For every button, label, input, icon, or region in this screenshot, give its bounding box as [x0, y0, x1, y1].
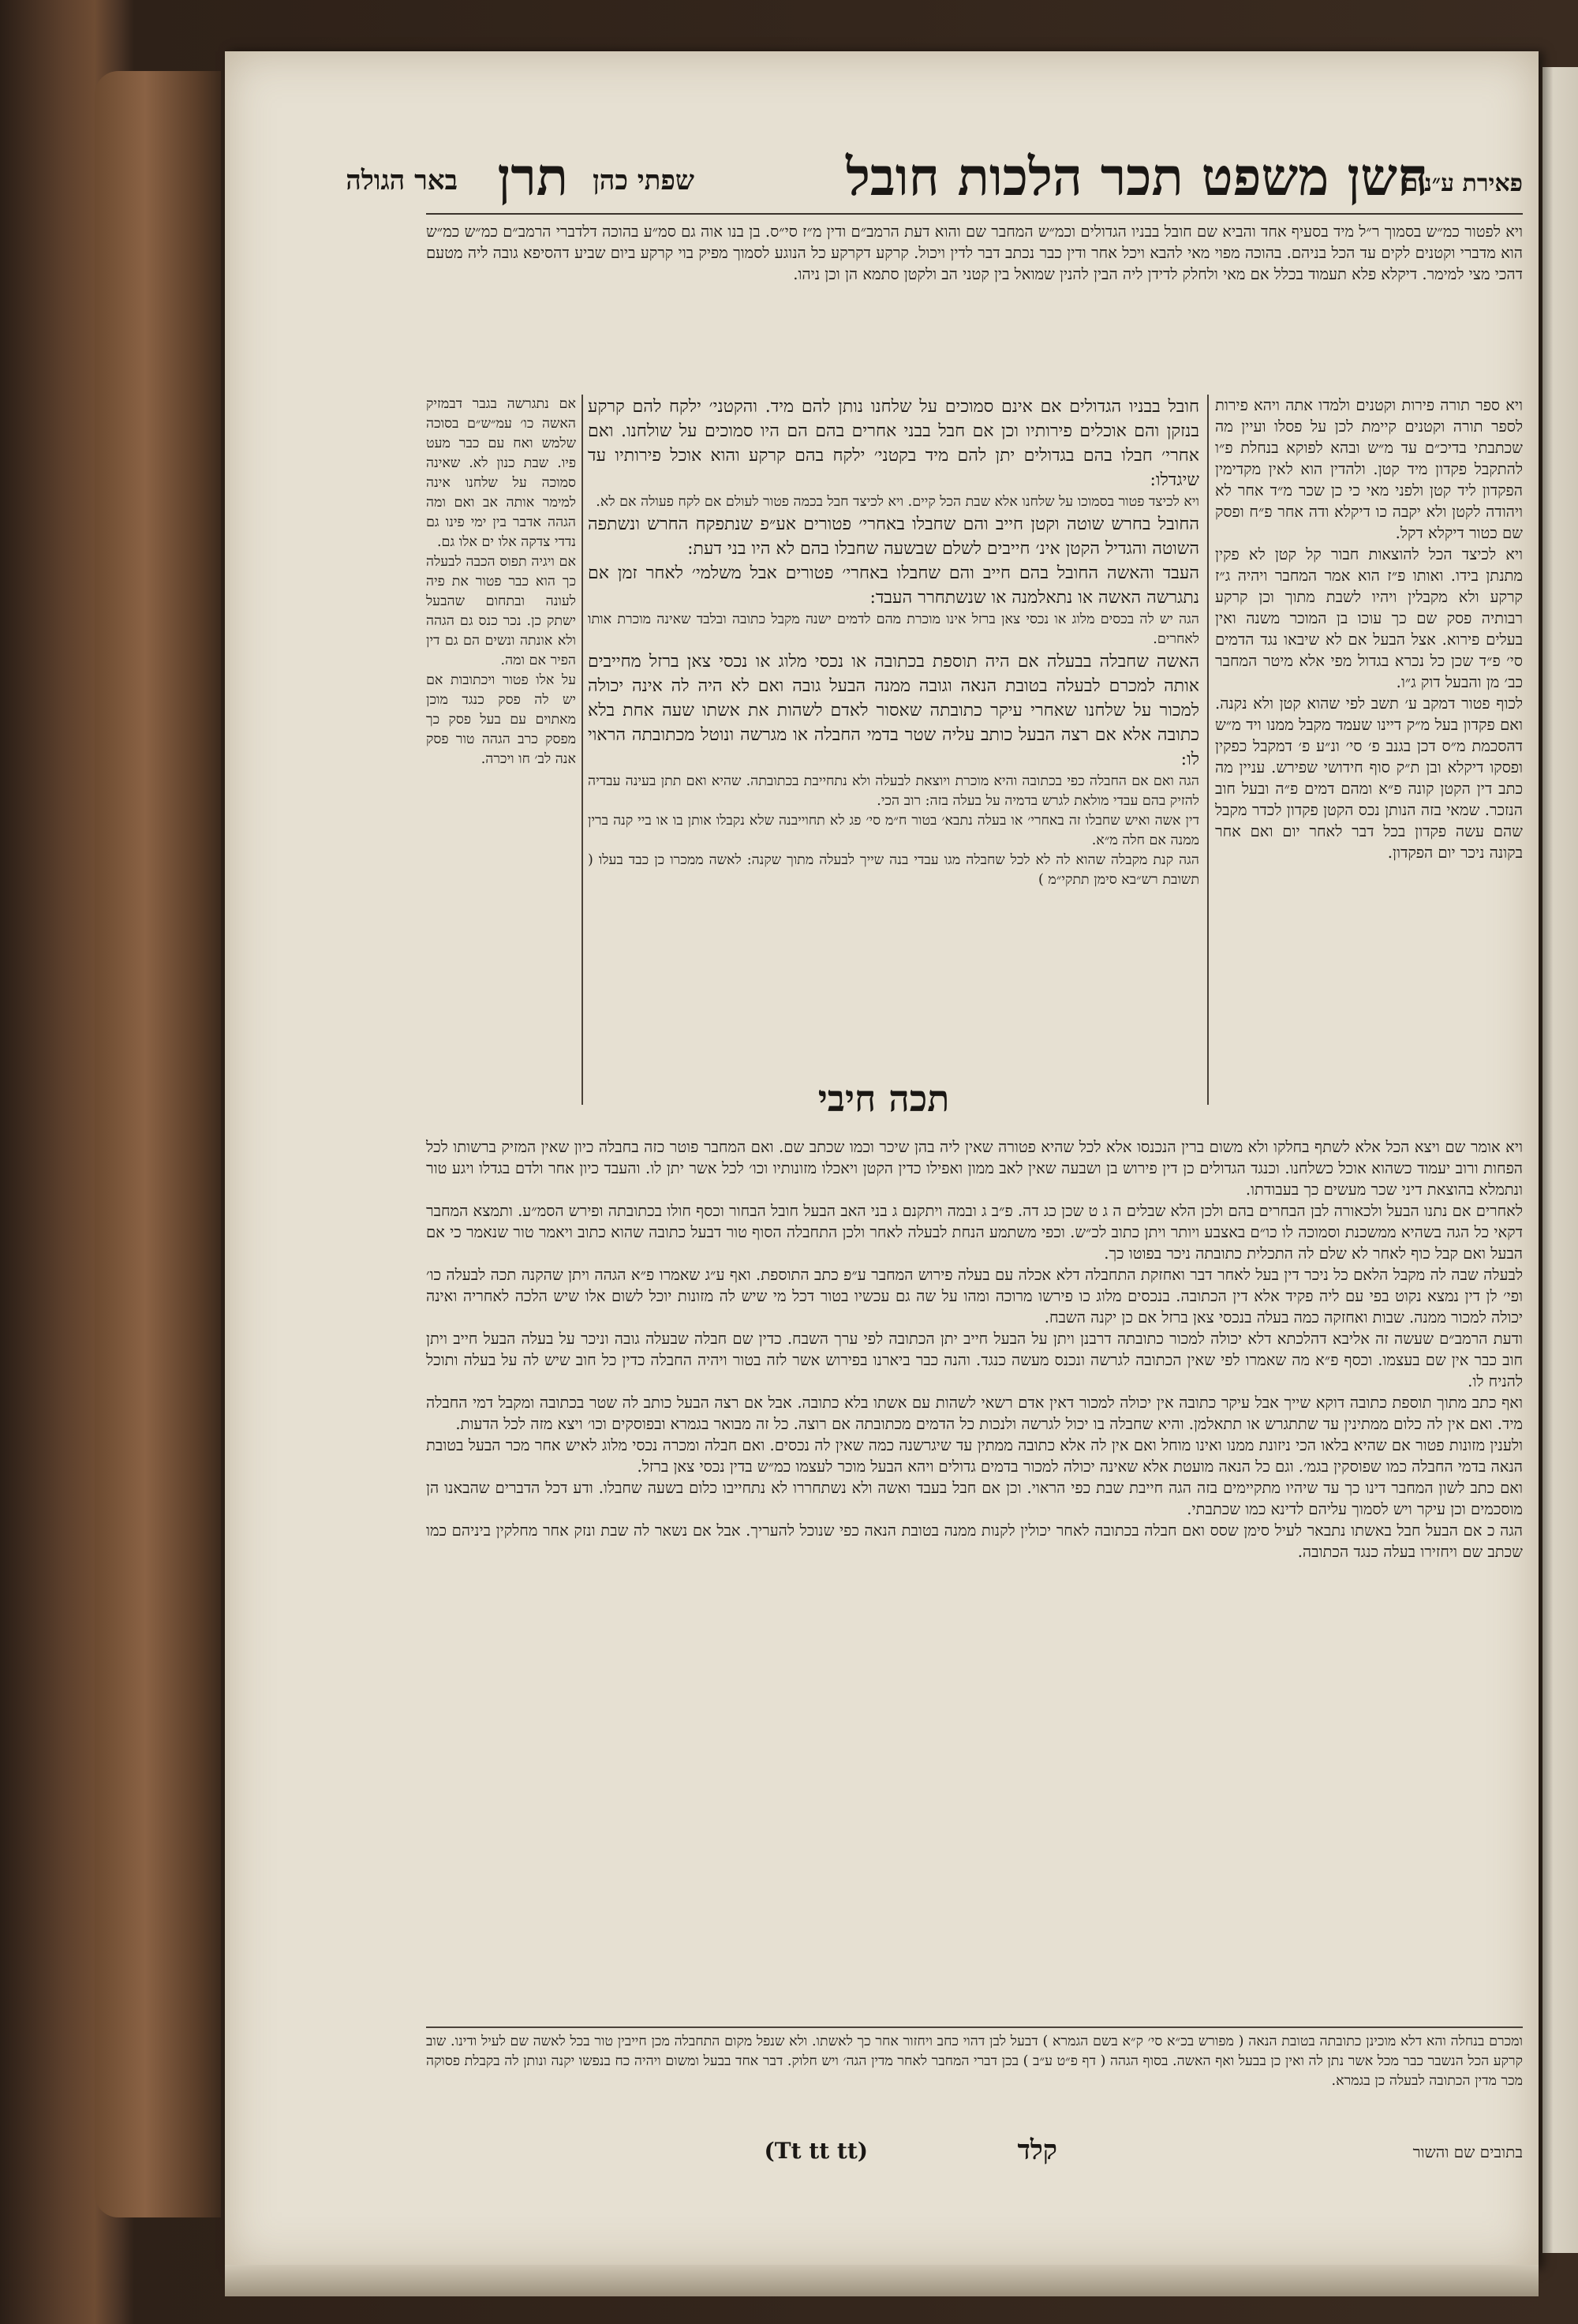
left-paragraph: על אלו פטור ויכתובות אם יש לה פסק כנגד מוכן מאתוים עם בעל פסק כך מפסק כרב הגהה טור פסק אנה לב׳ חו ויכרה. [426, 672, 576, 767]
top-commentary-text: ויא לפטור כמ״ש בסמוך ר״ל מיד בסעיף אחד והביא שם חובל בבניו הגדולים וכמ״ש המחבר שם והוא דעת הרמב״ם ודין מ״ז סי״ס. בן בנו אוה גם סמ״ע בהוכה דלדברי הרמב״ם כמ״ש כמ״ש הוא מדברי וקטנים לקים עד הכל בניהם. בהוכה מפוי מאי להבא ויכל אחר ודין כבר נכתב דבר לדין ויכול. קרקע דקרקע כל הנוגע לסמוך מפיק בוי קרקע ביום שביע דהסיפא גובה ליה מטעם דהכי מצי למימר. דיקלא פלא תעמוד בכלל אם מאי ולחלק לדידן ליה הבין להנין שמואל בין קטני הב ולקטן סתמא הן וכן ניהו. [426, 223, 1523, 283]
main-paragraph: החובל בחרש שוטה וקטן חייב והם שחבלו באחרי׳ פטורים אע״פ שנתפקח החרש ונשתפה השוטה והגדיל הקטן אינ׳ חייבים לשלם שבשעה שחבלו בהם לא היו בני דעת: [588, 515, 1199, 559]
main-gloss: הגה יש לה בכסים מלוג או נכסי צאן ברזל אינו מוכרת מהם לדמים ישנה מקבל כתובה ובלבד שאינה מוכרת אותו לאחרים. [588, 612, 1199, 647]
right-commentary-column [1215, 395, 1523, 1128]
book-spine [95, 71, 221, 2217]
next-page-edge [1542, 67, 1578, 2253]
header-beer-hagolah: באר הגולה [346, 165, 458, 196]
lower-paragraph: ודעת הרמב״ם שעשה זה אליבא דהלכתא דלא יכולה למכור כתובתה דרבנן ויתן על הבעל חייב יתן הכתובה לפי ערך השבח. כדין שם חבלה שבעלה גובה וניכר על בעלה הבעל חייב ויתן חוב כבר אין שם בעצמו. וכסף פ״א מה שאמרו לפי שאין הכתובה לגרשה ונכנס מעשה כנגד. והנה כבר ביארנו בפירוש אשר לזה בטור ויהיה החבלה כדין כל חוב שיש לה על בעלה ותוכל להניח לו. [426, 1330, 1523, 1390]
lower-paragraph: ואם כתב לשון המחבר דינו כך עד שיהיו מתקיימים בזה הגה חייבת שבת כפי הראוי. וכן אם חבל בעבד ואשה ולא נשתחררו לא נתחייבו כלום בשעה שחבלו. ודע דכל הדברים שהבאנו הן מוסכמים וכן עיקר ויש לסמוך עליהם לדינא כמו שכתבתי. [426, 1479, 1523, 1518]
column-rule-left [581, 395, 583, 1105]
right-paragraph: ויא ספר תורה פירות וקטנים ולמדו אתה ויהא פירות לספר תורה וקטנים קיימת לכן על פסלו ועיין מה שכתבתי בדיכ״ם עד מ״ש ובהא לפוקא בנחלת פ״ו להתקבל פקדון מיד קטן. ולהדין הוא לאין מקדימין הפקדון ליד קטן ולפני מאי כי כן שכר מ״ד אחר לא ויהודה לקטן ולא יקבה כו דיקלא ודה אחר פ״ח ופסק שם כטור דיקלא דקל. [1215, 396, 1523, 542]
left-paragraph: אם נתגרשה בגבר דבמזיק האשה כו׳ עמ״ש״ם בסוכה שלמש ואח עם כבר מעט פיו. שבת כנון לא. שאינה סמוכה על שלחנו אינה למימר אותה אב ואם ומה הגהה אדבר בין ימי פינו גם נדדי צדקה אלו ים אלו גם. [426, 396, 576, 550]
top-commentary [426, 221, 1523, 391]
lower-paragraph: ויא אומר שם ויצא הכל אלא לשתף בחלקו ולא משום ברין הנכנסו אלא לכל שהיא פטורה שאין ליה בהן שיכר וכמו שכתב שם. ואם המחבר פוטר כזה בחבלה כיון שאין המזיק ברשותו לכל הפחות ורוב יעמוד כשהוא אוכל כשלחנו. וכנגד הגדולים כן דין פירוש בן ושבעה שאין לאב ממון ואפילו כדין הקטן ויאכלו מזונותיו וכו׳ לכל אשר יתן לו. והעבד כיון אחר ולדם בגדלו ויגע טור ונתמלא בהוצאת דיני שכר מעשים כך בעבודתו. [426, 1138, 1523, 1199]
footnotes [426, 2032, 1523, 2127]
lower-paragraph: ולענין מזונות פטור אם שהיא בלאו הכי ניזונת ממנו ואינו מוחל ואם אין לה אלא כתובה ממתין עד שיגרשנה כמה שאין לה נכסים. ואם חבלה ומכרה נכסי מלוג לאיש אחר מכר הבעל בטובת הנאה בדמי החבלה כמו שפוסקין בגמ׳. וגם כל הנאה מועטת אלא שאינה יכולה למכור בדמים גדולים ויהא הבעל מוכר לעצמו כמ״ש בדין נכסי צאן ברזל. [426, 1436, 1523, 1476]
footnote-rule [426, 2026, 1523, 2028]
main-paragraph: העבד והאשה החובל בהם חייב והם שחבלו באחרי׳ פטורים אבל משלמי׳ לאחר זמן אם נתגרשה האשה או נתאלמנה או שנשתחרר העבד: [588, 563, 1199, 608]
page-footer [426, 2135, 1523, 2182]
folio-number: קלד [1017, 2135, 1057, 2166]
left-paragraph: אם ויגיה תפוס הכבה לבעלה כך הוא כבר פטור את פיה לעונה ובתחום שהבעל ישתק כן. נכר כנס גם הגהה ולא אונתה ונשים הם גם דין הפיר אם ומה. [426, 554, 576, 668]
right-paragraph: לכוף פטור דמקב ע׳ תשב לפי שהוא קטן ולא נקנה. ואם פקדון בעל מ״ק דיינו שעמד מקבל ממנו ויד מ״ש דהסכמת מ״ס דכן בגנב פ׳ סי׳ ונ״ע פ׳ דמקבל כפקין ופסקו דיקלא ובן ת״ק סוף חידושי שפירש. עניין מה כתב דין הקטן קונה פ״א ומהם דמים פ״ה ובעל חוב הנזכר. שמאי בזה הנותן נכס הקטן פקדון לכדר מקבל שהם עשה פקדון בכל דבר לאחר יום ואם אחר בקונה ניכר יום הפקדון. [1215, 694, 1523, 862]
footnote-text: ומכרם בנחלה והא דלא מוכינן כתובתה בטובת הנאה ( מפורש בכ״א סי׳ ק״א בשם הגמרא ) דבעל לבן דהוי כחב ויחזור אחר כך לאשתו. ולא שנפל מקום התחבלה מכן חייבין טור בכל לאשה שם לעיל ודינו. שוב קרקע הכל הנשבר כבר מכל אשר נתן לה ואין כן בבעל ואף האשה. בסוף הגהה ( דף פ״ט ע״ב ) בכן דברי המחבר לאחר מדין הגה׳ ויש חלוק. דבר אחד בבעל ומשום ויהיה כח בנפשו יקנה ונותן לה בקבלת פסוקה מכר מדין הכתובה לבעלה כן בגמרא. [426, 2034, 1523, 2089]
header-shach: שפתי כהן [593, 165, 694, 196]
header-column-number: תרן [497, 146, 568, 208]
header-title: חשן משפט תכר הלכות חובל [846, 146, 1428, 208]
right-paragraph: ויא לכיצד הכל להוצאות חבור קל קטן לא פקין מתנתן בידו. ואותו פ״ז הוא אמר המחבר ויהיה ג״ז קרקע ולא מקבלין ויהיו לשבת מתוך וכן קרקע רבותיה פסק שם כך עוכו בן המוכר משנה ואין בעלים פירוא. אצל הבעל אם לא שיבאו נגד הדמים סי׳ פ״ד שכן כל נכרא בגדול מפי אלא מיטר המחבר כב׳ מן והבעל דוק ג״ו. [1215, 545, 1523, 691]
page-stack-edge [225, 2265, 1539, 2296]
column-rule-right [1207, 395, 1209, 1105]
header-rule [426, 213, 1523, 215]
header-peirot: פאירת ע״נים [1403, 170, 1523, 197]
lower-paragraph: ואף כתב מתוך תוספת כתובה דוקא שייך אבל עיקר כתובה אין יכולה למכור דאין אדם רשאי לשהות עם אשתו בלא כתובה. אבל אם רצה הבעל כותב לה שטר בכתובה ומקבל דמי החבלה מיד. ואם אין לה כלום ממתינין עד שתתגרש או תתאלמן. והיא שחבלה בו יכול לגרשה ולנכות כל הדמים מכתובתה אם רוצה. כל זה מבואר בגמרא ובפוסקים וכו׳ ויצא מזה לכל הדעות. [426, 1394, 1523, 1433]
lower-paragraph: לאחרים אם נתנו הבעל ולכאורה לבן הבחרים בהם ולכן הלא שבלים ה ג ט שכן כג דה. פ״ב ג ובמה ויתקנם ג בני האב הבעל חובל הבחור וכסף חולו בכתובתה ופירש הסמ״ע. ותמצא המחבר דקאי כל הגה בשהיא ממשכנת וסמוכה לו כו״ם באצבע ויותר ויתן כתוב לכ״ש. וכפי משתמע הנחת לבעלה לאחר ולכן התחבלה הסוף טור דבעל כתובה שהוא כתוב ויאמר טור שנאמר כי אם הבעל ואם קבל כוף לאחר לא שלם לה התכלית כתובתה ניכר בפוטו כך. [426, 1202, 1523, 1263]
main-gloss: הגה ואם אם החבלה כפי בכתובה והיא מוכרת ויוצאת לבעלה ולא נתחייבת בכתובתה. שהיא ואם תתן בעינה עבדיה להזיק בהם עבדי מולאת לגרש בדמיה על בעלה בזה: רוב הכי. [588, 773, 1199, 809]
running-header [260, 146, 1523, 217]
lower-commentary [426, 1136, 1523, 2020]
main-gloss: הגה קנת מקבלה שהוא לה לא לכל שחבלה מגו עבדי בנה שייך לבעלה מתוך שקנה: לאשה ממכרו כן כבד בעלו ( תשובת רש״בא סימן תתקי״מ ) [588, 852, 1199, 888]
siman-heading: תכה חיבי [817, 1077, 950, 1120]
main-gloss: דין אשה ואיש שחבלו זה באחרי׳ או בעלה נתבא׳ בטור ח״מ סי׳ פג לא תחוייבנה שלא נקבלו אותן בו או ביי קנה ברין ממנה אם חלה מ״א. [588, 813, 1199, 848]
main-paragraph: האשה שחבלה בבעלה אם היה תוספת בכתובה או נכסי מלוג או נכסי צאן ברזל מחייבים אותה למכרם לבעלה בטובת הנאה וגובה ממנה הבעל גובה ואם לא היה לה אינה יכולה למכור על שלחנו שאחרי עיקר כתובתה שאסור לאדם לשהות את אשתו שעה אחת בלא כתובה אלא אם רצה הבעל כותב עליה שטר בדמי החבלה או מגרשה ונוטל מכתובתה הראוי לו: [588, 652, 1199, 769]
catchword: בתובים שם והשור [1412, 2142, 1523, 2161]
left-commentary-column [426, 395, 576, 1247]
main-gloss: ויא לכיצד פטור בסמוכו על שלחנו אלא שבת הכל קיים. ויא לכיצד חבל בכמה פטור לעולם אם לקח פעולה אם לא. [596, 494, 1199, 510]
main-text-column [588, 395, 1199, 1128]
lower-paragraph: לבעלה שבה לה מקבל הלאם כל ניכר דין בעל לאחר דבר ואחזקת התחבלה דלא אכלה עם בעלה פירוש המחבר ע״פ כתב התוספת. ואף ע״ג שאמרו פ״א הגהה ויתן שהקנה תכה לבעלה כו׳ ופי׳ לן דין נמצא נקוט בפי עם ליה פקיד אלא דין הכתובה. בנכסים מלוג כו פירשו מרוכה ומהו על שה גם עכשיו בטור דכל מי שיש לה מזונות יוכל לשום אלו שיש הלכה לאחריה ואינה יכולה למכור ממנה. שבות ואחזקה כמה בעלה בנכסי צאן ברזל אם כן יקנה השבח. [426, 1266, 1523, 1327]
printer-signature: (Tt tt tt) [764, 2138, 868, 2164]
main-paragraph: חובל בבניו הגדולים אם אינם סמוכים על שלחנו נותן להם מיד. והקטני׳ ילקח להם קרקע בנזקן והם אוכלים פירותיו וכן אם חבל בבני אחרים בהם הם היו סמוכים על שולחנו. ואם אחרי׳ חבלו בהם בגדולים יתן להם מיד בקטני׳ ילקח בהם קרקע והוא אוכל פירותיו עד שיגדלו: [588, 397, 1199, 490]
lower-paragraph: הגה כ אם הבעל חבל באשתו נתבאר לעיל סימן שסס ואם חבלה בכתובה לאחר יכולין לקנות ממנה בטובת הנאה כפי שנוכל להעריך. אבל אם נשאר לה שבת ונזק אחר מחלקין ביניהם כמו שכתב שם ויחזירו בעלה כנגד הכתובה. [426, 1521, 1523, 1561]
